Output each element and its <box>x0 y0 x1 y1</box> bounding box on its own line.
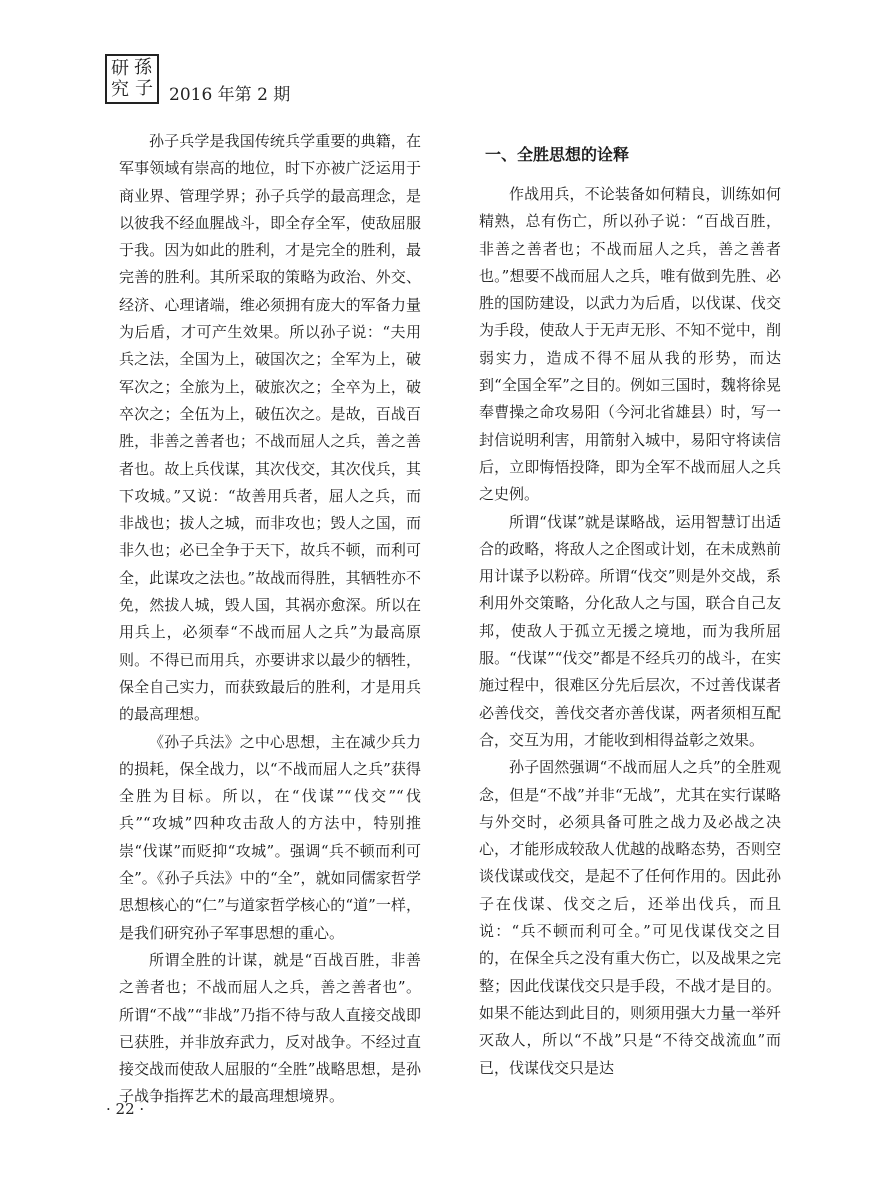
logo-char: 子 <box>135 78 153 99</box>
left-column <box>119 128 421 1111</box>
issue-label: 2016 年第 2 期 <box>169 85 291 105</box>
body-paragraph: 孙子兵学是我国传统兵学重要的典籍，在军事领域有崇高的地位，时下亦被广泛运用于商业界、管理学界；孙子兵学的最高理念，是以彼我不经血腥战斗，即全存全军，使敌屈服于我。因为如此的胜利，才是完全的胜利，最完善的胜利。其所采取的策略为政治、外交、经济、心理诸端，维必须拥有庞大的军备力量为后盾，才可产生效果。所以孙子说：“夫用兵之法，全国为上，破国次之；全军为上，破军次之；全旅为上，破旅次之；全卒为上，破卒次之；全伍为上，破伍次之。是故，百战百胜，非善之善者也；不战而屈人之兵，善之善者也。故上兵伐谋，其次伐交，其次伐兵，其下攻城。”又说：“故善用兵者，屈人之兵，而非战也；拔人之城，而非攻也；毁人之国，而非久也；必已全争于天下，故兵不顿，而利可全，此谋攻之法也。”故战而得胜，其牺牲亦不免，然拔人城，毁人国，其祸亦愈深。所以在用兵上，必须奉“不战而屈人之兵”为最高原则。不得已而用兵，亦要讲求以最少的牺牲，保全自己实力，而获致最后的胜利，才是用兵的最高理想。 <box>119 132 421 724</box>
body-paragraph: 《孙子兵法》之中心思想，主在减少兵力的损耗，保全战力，以“不战而屈人之兵”获得全胜为目标。所以，在“伐谋”“伐交”“伐兵”“攻城”四种攻击敌人的方法中，特别推崇“伐谋”而贬抑“攻城”。强调“兵不顿而利可全”。《孙子兵法》中的“全”，就如同儒家哲学思想核心的“仁”与道家哲学核心的“道”一样，是我们研究孙子军事思想的重心。 <box>119 732 421 942</box>
body-paragraph: 所谓全胜的计谋，就是“百战百胜，非善之善者也；不战而屈人之兵，善之善者也”。所谓“不战”“非战”乃指不待与敌人直接交战即已获胜，并非放弃武力，反对战争。不经过直接交战而使敌人屈服的“全胜”战略思想，是孙子战争指挥艺术的最高理想境界。 <box>119 950 421 1106</box>
body-paragraph: 作战用兵，不论装备如何精良，训练如何精熟，总有伤亡，所以孙子说：“百战百胜，非善之善者也；不战而屈人之兵，善之善者也。”想要不战而屈人之兵，唯有做到先胜、必胜的国防建设，以武力为后盾，以伐谋、伐交为手段，使敌人于无声无形、不知不觉中，削弱实力，造成不得不屈从我的形势，而达到“全国全军”之目的。例如三国时，魏将徐晃奉曹操之命攻易阳（今河北省雄县）时，写一封信说明利害，用箭射入城中，易阳守将读信后，立即悔悟投降，即为全军不战而屈人之兵之史例。 <box>479 185 781 504</box>
journal-logo <box>105 54 159 104</box>
section-title: 一、全胜思想的诠释 <box>485 145 630 164</box>
logo-char: 研 <box>111 58 129 79</box>
logo-char: 孫 <box>134 57 152 78</box>
body-paragraph: 孙子固然强调“不战而屈人之兵”的全胜观念，但是“不战”并非“无战”，尤其在实行谋略与外交时，必须具备可胜之战力及必战之决心，才能形成较敌人优越的战略态势，否则空谈伐谋或伐交，是起不了任何作用的。因此孙子在伐谋、伐交之后，还举出伐兵，而且说：“兵不顿而利可全。”可见伐谋伐交之目的，在保全兵之没有重大伤亡，以及战果之完整；因此伐谋伐交只是手段，不战才是目的。如果不能达到此目的，则须用强大力量一举歼灭敌人，所以“不战”只是“不待交战流血”而已，伐谋伐交只是达 <box>479 758 781 1077</box>
logo-char: 究 <box>111 79 129 100</box>
page-number: · 22 · <box>106 1100 145 1118</box>
right-column <box>479 128 781 1082</box>
body-paragraph: 所谓“伐谋”就是谋略战，运用智慧订出适合的政略，将敌人之企图或计划，在未成熟前用计谋予以粉碎。所谓“伐交”则是外交战，系利用外交策略，分化敌人之与国，联合自己友邦，使敌人于孤立无援之境地，而为我所屈服。“伐谋”“伐交”都是不经兵刃的战斗，在实施过程中，很难区分先后层次，不过善伐谋者必善伐交，善伐交者亦善伐谋，两者须相互配合，交互为用，才能收到相得益彰之效果。 <box>479 512 781 749</box>
